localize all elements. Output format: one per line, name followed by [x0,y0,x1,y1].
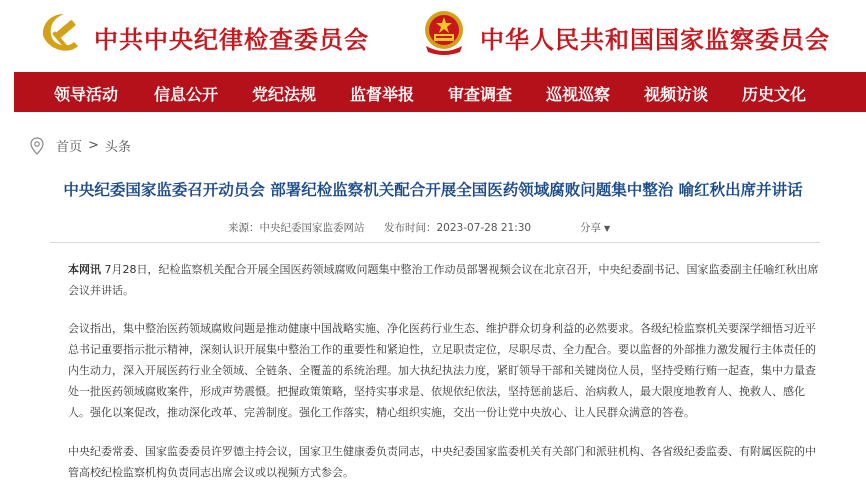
nav-item-information-disclosure[interactable]: 信息公开 [154,85,219,104]
main-navigation [14,72,866,112]
breadcrumb [30,136,131,155]
share-label: 分享 [580,222,601,234]
location-pin-icon [30,137,44,155]
party-emblem-icon [34,8,82,56]
article-source: 来源：中央纪委国家监委网站 [228,222,365,234]
meta-divider [50,242,820,243]
paragraph-text: 会议指出，集中整治医药领域腐败问题是推动健康中国战略实施、净化医药行业生态、维护群众切身利益的必然要求。各级纪检监察机关要深学细悟习近平总书记重要指示批示精神，深刻认识开展集中整治工作的重要性和紧迫性，立足职责定位，尽职尽责、全力配合。要以监督的外部推力激发履行主体责任的内生动力，深入开展医药行业全领域、全链条、全覆盖的系统治理。加大执纪执法力度，紧盯领导干部和关键岗位人员，坚持受贿行贿一起查，集中力量查处一批医药领域腐败案件，形成声势震慑。把握政策策略，坚持实事求是、依规依纪依法，坚持惩前毖后、治病救人，最大限度地教育人、挽救人、感化人。强化以案促改，推动深化改革、完善制度。强化工作落实，精心组织实施，交出一份让党中央放心、让人民群众满意的答卷。 [68,322,816,419]
nav-item-video-interviews[interactable]: 视频访谈 [644,85,709,104]
breadcrumb-current[interactable]: 头条 [104,140,131,155]
cpc-discipline-commission-name: 中共中央纪律检查委员会 [94,25,369,54]
nav-item-history-culture[interactable]: 历史文化 [742,85,807,104]
nav-item-review-investigation[interactable]: 审查调查 [448,85,513,104]
article-paragraph [68,318,826,423]
breadcrumb-home-link[interactable]: 首页 [56,140,83,155]
paragraph-lead: 本网讯 [68,263,101,276]
share-button[interactable] [580,220,610,235]
national-supervisory-commission-name: 中华人民共和国国家监察委员会 [480,25,830,54]
chevron-down-icon: ▼ [604,224,611,233]
nav-item-inspection-tours[interactable]: 巡视巡察 [546,85,611,104]
article-publish-time: 发布时间：2023-07-28 21:30 [384,222,532,234]
paragraph-text: 7月28日，纪检监察机关配合开展全国医药领域腐败问题集中整治工作动员部署视频会议在北京召开，中央纪委副书记、国家监委副主任喻红秋出席会议并讲话。 [68,263,819,297]
article-title: 中央纪委国家监委召开动员会 部署纪检监察机关配合开展全国医药领域腐败问题集中整治 喻红秋出席并讲话 [63,181,803,199]
nav-item-supervision-reporting[interactable]: 监督举报 [350,85,415,104]
article-paragraph [68,441,826,483]
paragraph-text: 中央纪委常委、国家监委委员许罗德主持会议，国家卫生健康委负责同志，中央纪委国家监委机关有关部门和派驻机构、各省级纪委监委、有附属医院的中管高校纪检监察机构负责同志出席会议或以视频方式参会。 [68,445,816,479]
national-emblem-icon [420,8,468,56]
nav-item-leadership-activities[interactable]: 领导活动 [54,85,119,104]
breadcrumb-separator: > [88,138,99,153]
site-header [0,0,866,72]
nav-item-party-regulations[interactable]: 党纪法规 [252,85,317,104]
article-paragraph [68,259,826,301]
